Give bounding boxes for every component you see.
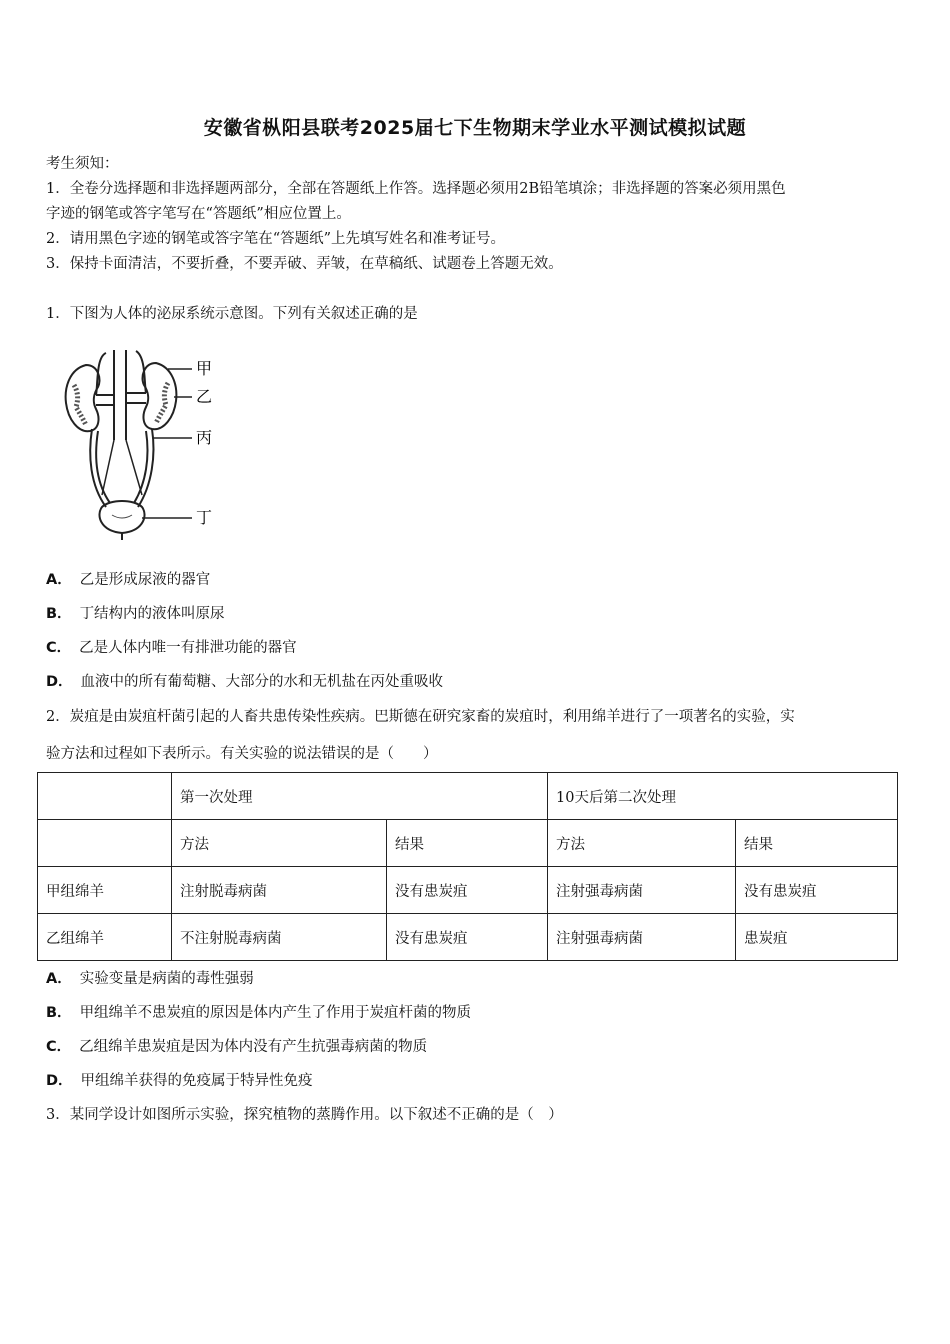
table-row	[38, 867, 898, 914]
page-title: 安徽省枞阳县联考2025届七下生物期末学业水平测试模拟试题	[203, 117, 747, 139]
label-yi: 乙	[196, 387, 213, 406]
table-cell: 注射强毒病菌	[548, 914, 736, 961]
table-cell: 没有患炭疽	[736, 867, 898, 914]
question-3-stem: 3．某同学设计如图所示实验，探究植物的蒸腾作用。以下叙述不正确的是（ ）	[46, 1107, 563, 1123]
q2-option-b: B． 甲组绵羊不患炭疽的原因是体内产生了作用于炭疽杆菌的物质	[46, 1005, 472, 1021]
notice-item: 字迹的钢笔或答字笔写在“答题纸”相应位置上。	[46, 206, 351, 222]
notice-heading: 考生须知：	[46, 156, 119, 172]
table-cell: 没有患炭疽	[387, 914, 548, 961]
q1-option-d: D． 血液中的所有葡萄糖、大部分的水和无机盐在丙处重吸收	[46, 674, 444, 690]
table-cell: 没有患炭疽	[387, 867, 548, 914]
table-cell	[38, 820, 172, 867]
label-bing: 丙	[196, 428, 213, 447]
table-row	[38, 914, 898, 961]
table-cell: 不注射脱毒病菌	[172, 914, 387, 961]
table-cell: 甲组绵羊	[38, 867, 172, 914]
question-2-stem-cont: 验方法和过程如下表所示。有关实验的说法错误的是（ ）	[46, 746, 438, 762]
table-cell	[38, 773, 172, 820]
table-cell: 10天后第二次处理	[548, 773, 898, 820]
table-cell: 注射脱毒病菌	[172, 867, 387, 914]
notice-item: 2．请用黑色字迹的钢笔或答字笔在“答题纸”上先填写姓名和准考证号。	[46, 231, 506, 247]
table-cell: 结果	[387, 820, 548, 867]
table-cell: 第一次处理	[172, 773, 548, 820]
table-cell: 患炭疽	[736, 914, 898, 961]
q2-option-c: C． 乙组绵羊患炭疽是因为体内没有产生抗强毒病菌的物质	[46, 1039, 428, 1055]
q1-option-b: B． 丁结构内的液体叫原尿	[46, 606, 225, 622]
label-ding: 丁	[196, 508, 213, 527]
notice-item: 1．全卷分选择题和非选择题两部分，全部在答题纸上作答。选择题必须用2B铅笔填涂；非选择题的答案必须用黑色	[46, 181, 786, 197]
table-cell: 结果	[736, 820, 898, 867]
notice-item: 3．保持卡面清洁，不要折叠，不要弄破、弄皱，在草稿纸、试题卷上答题无效。	[46, 256, 563, 272]
table-cell: 方法	[548, 820, 736, 867]
table-cell: 乙组绵羊	[38, 914, 172, 961]
table-cell: 方法	[172, 820, 387, 867]
q1-option-c: C． 乙是人体内唯一有排泄功能的器官	[46, 640, 297, 656]
q2-option-a: A． 实验变量是病菌的毒性强弱	[46, 971, 254, 987]
question-1-stem: 1．下图为人体的泌尿系统示意图。下列有关叙述正确的是	[46, 306, 418, 322]
q1-option-a: A． 乙是形成尿液的器官	[46, 572, 211, 588]
urinary-system-diagram	[56, 345, 221, 540]
label-jia: 甲	[196, 359, 213, 378]
experiment-table	[37, 772, 898, 961]
question-2-stem: 2．炭疽是由炭疽杆菌引起的人畜共患传染性疾病。巴斯德在研究家畜的炭疽时，利用绵羊进行了一项著名的实验，实	[46, 709, 795, 725]
table-cell: 注射强毒病菌	[548, 867, 736, 914]
table-row	[38, 820, 898, 867]
table-row	[38, 773, 898, 820]
q2-option-d: D． 甲组绵羊获得的免疫属于特异性免疫	[46, 1073, 313, 1089]
